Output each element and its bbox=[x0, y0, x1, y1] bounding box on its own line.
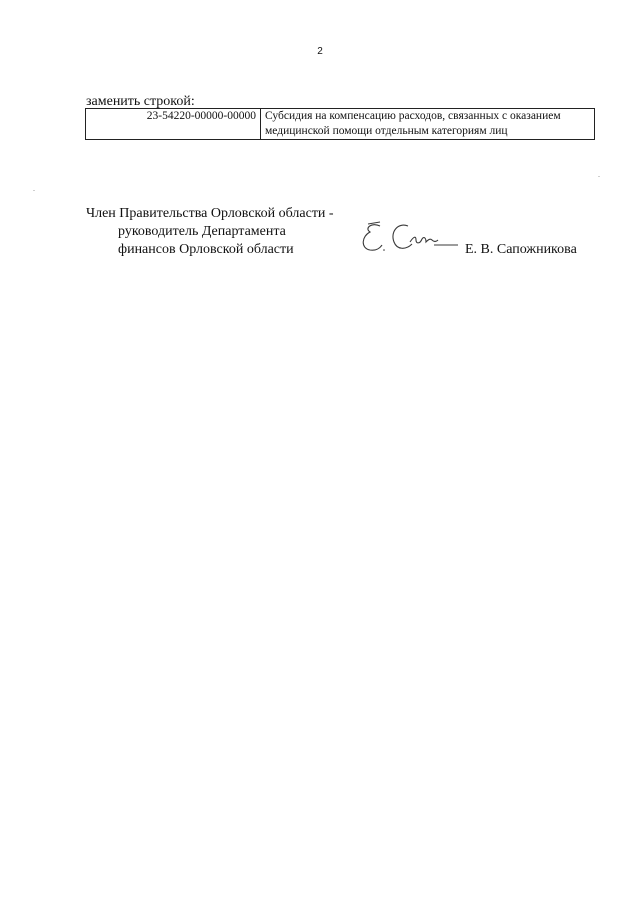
scan-speck bbox=[33, 190, 35, 191]
signer-name: Е. В. Сапожникова bbox=[465, 242, 577, 257]
scan-speck bbox=[598, 176, 600, 177]
description-cell: Субсидия на компенсацию расходов, связанных с оказанием медицинской помощи отдельным категориям лиц bbox=[261, 109, 595, 140]
table-row bbox=[86, 109, 595, 140]
page-number: 2 bbox=[317, 46, 323, 57]
position-line-3: финансов Орловской области bbox=[118, 242, 294, 257]
position-line-1: Член Правительства Орловской области - bbox=[86, 206, 334, 221]
signatory-position bbox=[86, 205, 334, 259]
position-line-2: руководитель Департамента bbox=[118, 224, 286, 239]
intro-text: заменить строкой: bbox=[86, 94, 195, 109]
handwritten-signature bbox=[360, 218, 460, 260]
code-table bbox=[85, 108, 595, 140]
code-cell: 23-54220-00000-00000 bbox=[86, 109, 261, 140]
